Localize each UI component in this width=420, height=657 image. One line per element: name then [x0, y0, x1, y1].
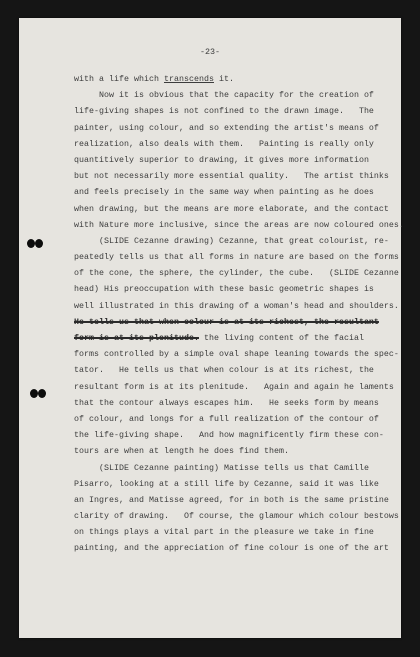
text-line	[74, 428, 394, 444]
punch-hole-bottom-right	[38, 389, 46, 398]
text-line	[74, 525, 394, 541]
document-page	[19, 18, 404, 638]
line-text: the life-giving shape. And how magnificently firm these con-	[74, 431, 384, 441]
line-text: forms controlled by a simple oval shape leaning towards the spec-	[74, 350, 399, 360]
line-text: quantitively superior to drawing, it gives more information	[74, 155, 369, 165]
line-text: well illustrated in this drawing of a woman's head and shoulders.	[74, 301, 399, 311]
punch-hole-top-left	[27, 239, 35, 248]
line-text: that the contour always escapes him. He seeks form by means	[74, 398, 379, 408]
line-text: and feels precisely in the same way when painting as he does	[74, 188, 374, 198]
text-line	[74, 88, 394, 104]
line-text: tator. He tells us that when colour is at its richest, the	[74, 366, 374, 376]
text-line	[74, 380, 394, 396]
page-number: -23-	[199, 47, 221, 57]
line-text: when drawing, but the means are more elaborate, and the contact	[74, 204, 389, 214]
line-text: painter, using colour, and so extending the artist's means of	[74, 123, 379, 133]
text-line	[74, 137, 394, 153]
text-line	[74, 412, 394, 428]
struck-text: He tells us that when colour is at its richest, the resultant	[74, 317, 379, 327]
struck-text: form is at its plenitude.	[74, 334, 199, 343]
text-line	[74, 363, 394, 379]
text-line	[74, 282, 394, 298]
punch-hole-top-right	[35, 239, 43, 248]
line-text: of the cone, the sphere, the cylinder, the cube. (SLIDE Cezanne	[74, 269, 399, 279]
line-text: (SLIDE Cezanne drawing) Cezanne, that great colourist, re-	[74, 236, 389, 246]
text-line	[74, 202, 394, 218]
line-text: of colour, and longs for a full realization of the contour of	[74, 414, 379, 424]
text-line	[74, 461, 394, 477]
text-line	[74, 509, 399, 525]
line-text: (SLIDE Cezanne painting) Matisse tells us that Camille	[74, 463, 369, 473]
line-text: with Nature more inclusive, since the areas are now coloured ones.	[74, 220, 404, 230]
text-line	[74, 72, 394, 88]
text-line	[74, 121, 394, 137]
text-line	[74, 315, 394, 331]
underlined-text: transcends	[163, 75, 214, 84]
line-text: Now it is obvious that the capacity for the creation of	[74, 91, 374, 101]
text-line	[74, 185, 394, 201]
text-line	[74, 541, 394, 557]
line-text: painting, and the appreciation of fine colour is one of the art	[74, 544, 389, 554]
line-text: tours are when at length he does find them.	[74, 447, 289, 457]
typed-text-body	[74, 72, 404, 558]
line-text: an Ingres, and Matisse agreed, for in both is the same pristine	[74, 495, 389, 505]
text-line	[74, 250, 399, 266]
text-line	[74, 331, 394, 347]
line-text: but not necessarily more essential quality. The artist thinks	[74, 172, 389, 182]
text-line	[74, 493, 394, 509]
line-text: with a life which	[74, 75, 164, 84]
line-text: peatedly tells us that all forms in nature are based on the forms	[74, 253, 399, 263]
text-line	[74, 396, 394, 412]
line-text: on things plays a vital part in the pleasure we take in fine	[74, 528, 374, 538]
punch-hole-bottom-left	[30, 389, 38, 398]
text-line	[74, 153, 394, 169]
text-line	[74, 477, 394, 493]
text-line	[74, 104, 394, 120]
text-line	[74, 444, 394, 460]
text-line	[74, 234, 394, 250]
text-line	[74, 169, 394, 185]
line-text: the living content of the facial	[198, 334, 364, 343]
text-line	[74, 347, 399, 363]
line-text: Pisarro, looking at a still life by Cezanne, said it was like	[74, 479, 379, 489]
line-text: life-giving shapes is not confined to the drawn image. The	[74, 107, 374, 117]
text-line	[74, 299, 399, 315]
text-line	[74, 218, 404, 234]
line-text: it.	[213, 75, 234, 84]
line-text: resultant form is at its plenitude. Again and again he laments	[74, 382, 394, 392]
line-text: clarity of drawing. Of course, the glamour which colour bestows	[74, 512, 399, 522]
line-text: head) His preoccupation with these basic geometric shapes is	[74, 285, 374, 295]
line-text: realization, also deals with them. Painting is really only	[74, 139, 374, 149]
text-line	[74, 266, 399, 282]
